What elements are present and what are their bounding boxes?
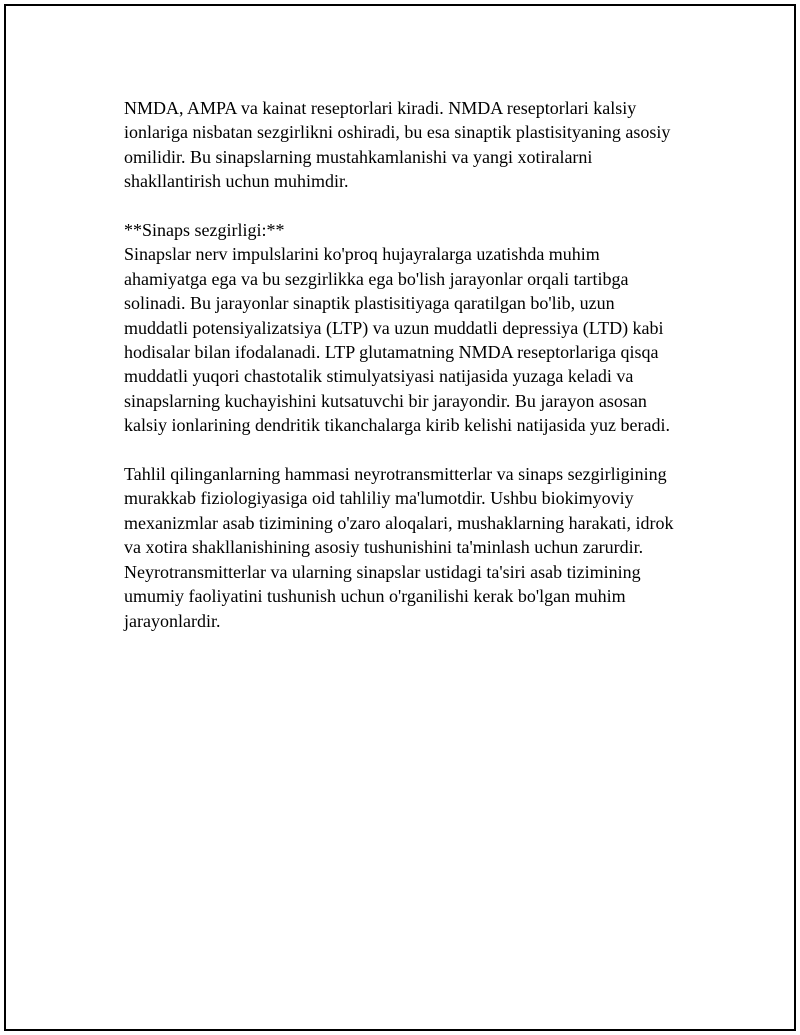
text-line: sinapslarning kuchayishini kutsatuvchi bir jarayondir. Bu jarayon asosan bbox=[124, 390, 647, 411]
text-line: murakkab fiziologiyasiga oid tahliliy ma'lumotdir. Ushbu biokimyoviy bbox=[124, 488, 634, 509]
text-line: umumiy faoliyatini tushunish uchun o'rganilishi kerak bo'lgan muhim bbox=[124, 586, 626, 607]
text-line: hodisalar bilan ifodalanadi. LTP glutamatning NMDA reseptorlariga qisqa bbox=[124, 342, 659, 363]
paragraph-conclusion bbox=[124, 462, 704, 633]
text-line: ionlariga nisbatan sezgirlikni oshiradi, bu esa sinaptik plastisityaning asosiy bbox=[124, 122, 671, 143]
text-line: NMDA, AMPA va kainat reseptorlari kiradi. NMDA reseptorlari kalsiy bbox=[124, 98, 637, 118]
text-line: jarayonlardir. bbox=[124, 610, 221, 631]
text-line: omilidir. Bu sinapslarning mustahkamlanishi va yangi xotiralarni bbox=[124, 146, 593, 167]
paragraph-receptors bbox=[124, 96, 704, 194]
page-frame bbox=[4, 4, 796, 1031]
section-heading: **Sinaps sezgirligi:** bbox=[124, 220, 285, 241]
text-line: muddatli yuqori chastotalik stimulyatsiyasi natijasida yuzaga keladi va bbox=[124, 366, 634, 387]
text-line: va xotira shakllanishining asosiy tushunishini ta'minlash uchun zarurdir. bbox=[124, 537, 644, 558]
text-line: mexanizmlar asab tizimining o'zaro aloqalari, mushaklarning harakati, idrok bbox=[124, 512, 674, 533]
text-line: Tahlil qilinganlarning hammasi neyrotransmitterlar va sinaps sezgirligining bbox=[124, 464, 667, 485]
text-line: ahamiyatga ega va bu sezgirlikka ega bo'lish jarayonlar orqali tartibga bbox=[124, 268, 629, 289]
text-line: solinadi. Bu jarayonlar sinaptik plastisitiyaga qaratilgan bo'lib, uzun bbox=[124, 293, 615, 314]
text-line: shakllantirish uchun muhimdir. bbox=[124, 171, 349, 192]
text-line: Neyrotransmitterlar va ularning sinapslar ustidagi ta'siri asab tizimining bbox=[124, 561, 641, 582]
text-line: muddatli potensiyalizatsiya (LTP) va uzun muddatli depressiya (LTD) kabi bbox=[124, 317, 664, 338]
text-line: Sinapslar nerv impulslarini ko'proq hujayralarga uzatishda muhim bbox=[124, 244, 600, 265]
text-line: kalsiy ionlarining dendritik tikanchalarga kirib kelishi natijasida yuz beradi. bbox=[124, 415, 671, 436]
paragraph-synapse-sensitivity bbox=[124, 218, 704, 438]
document-body bbox=[124, 96, 704, 657]
